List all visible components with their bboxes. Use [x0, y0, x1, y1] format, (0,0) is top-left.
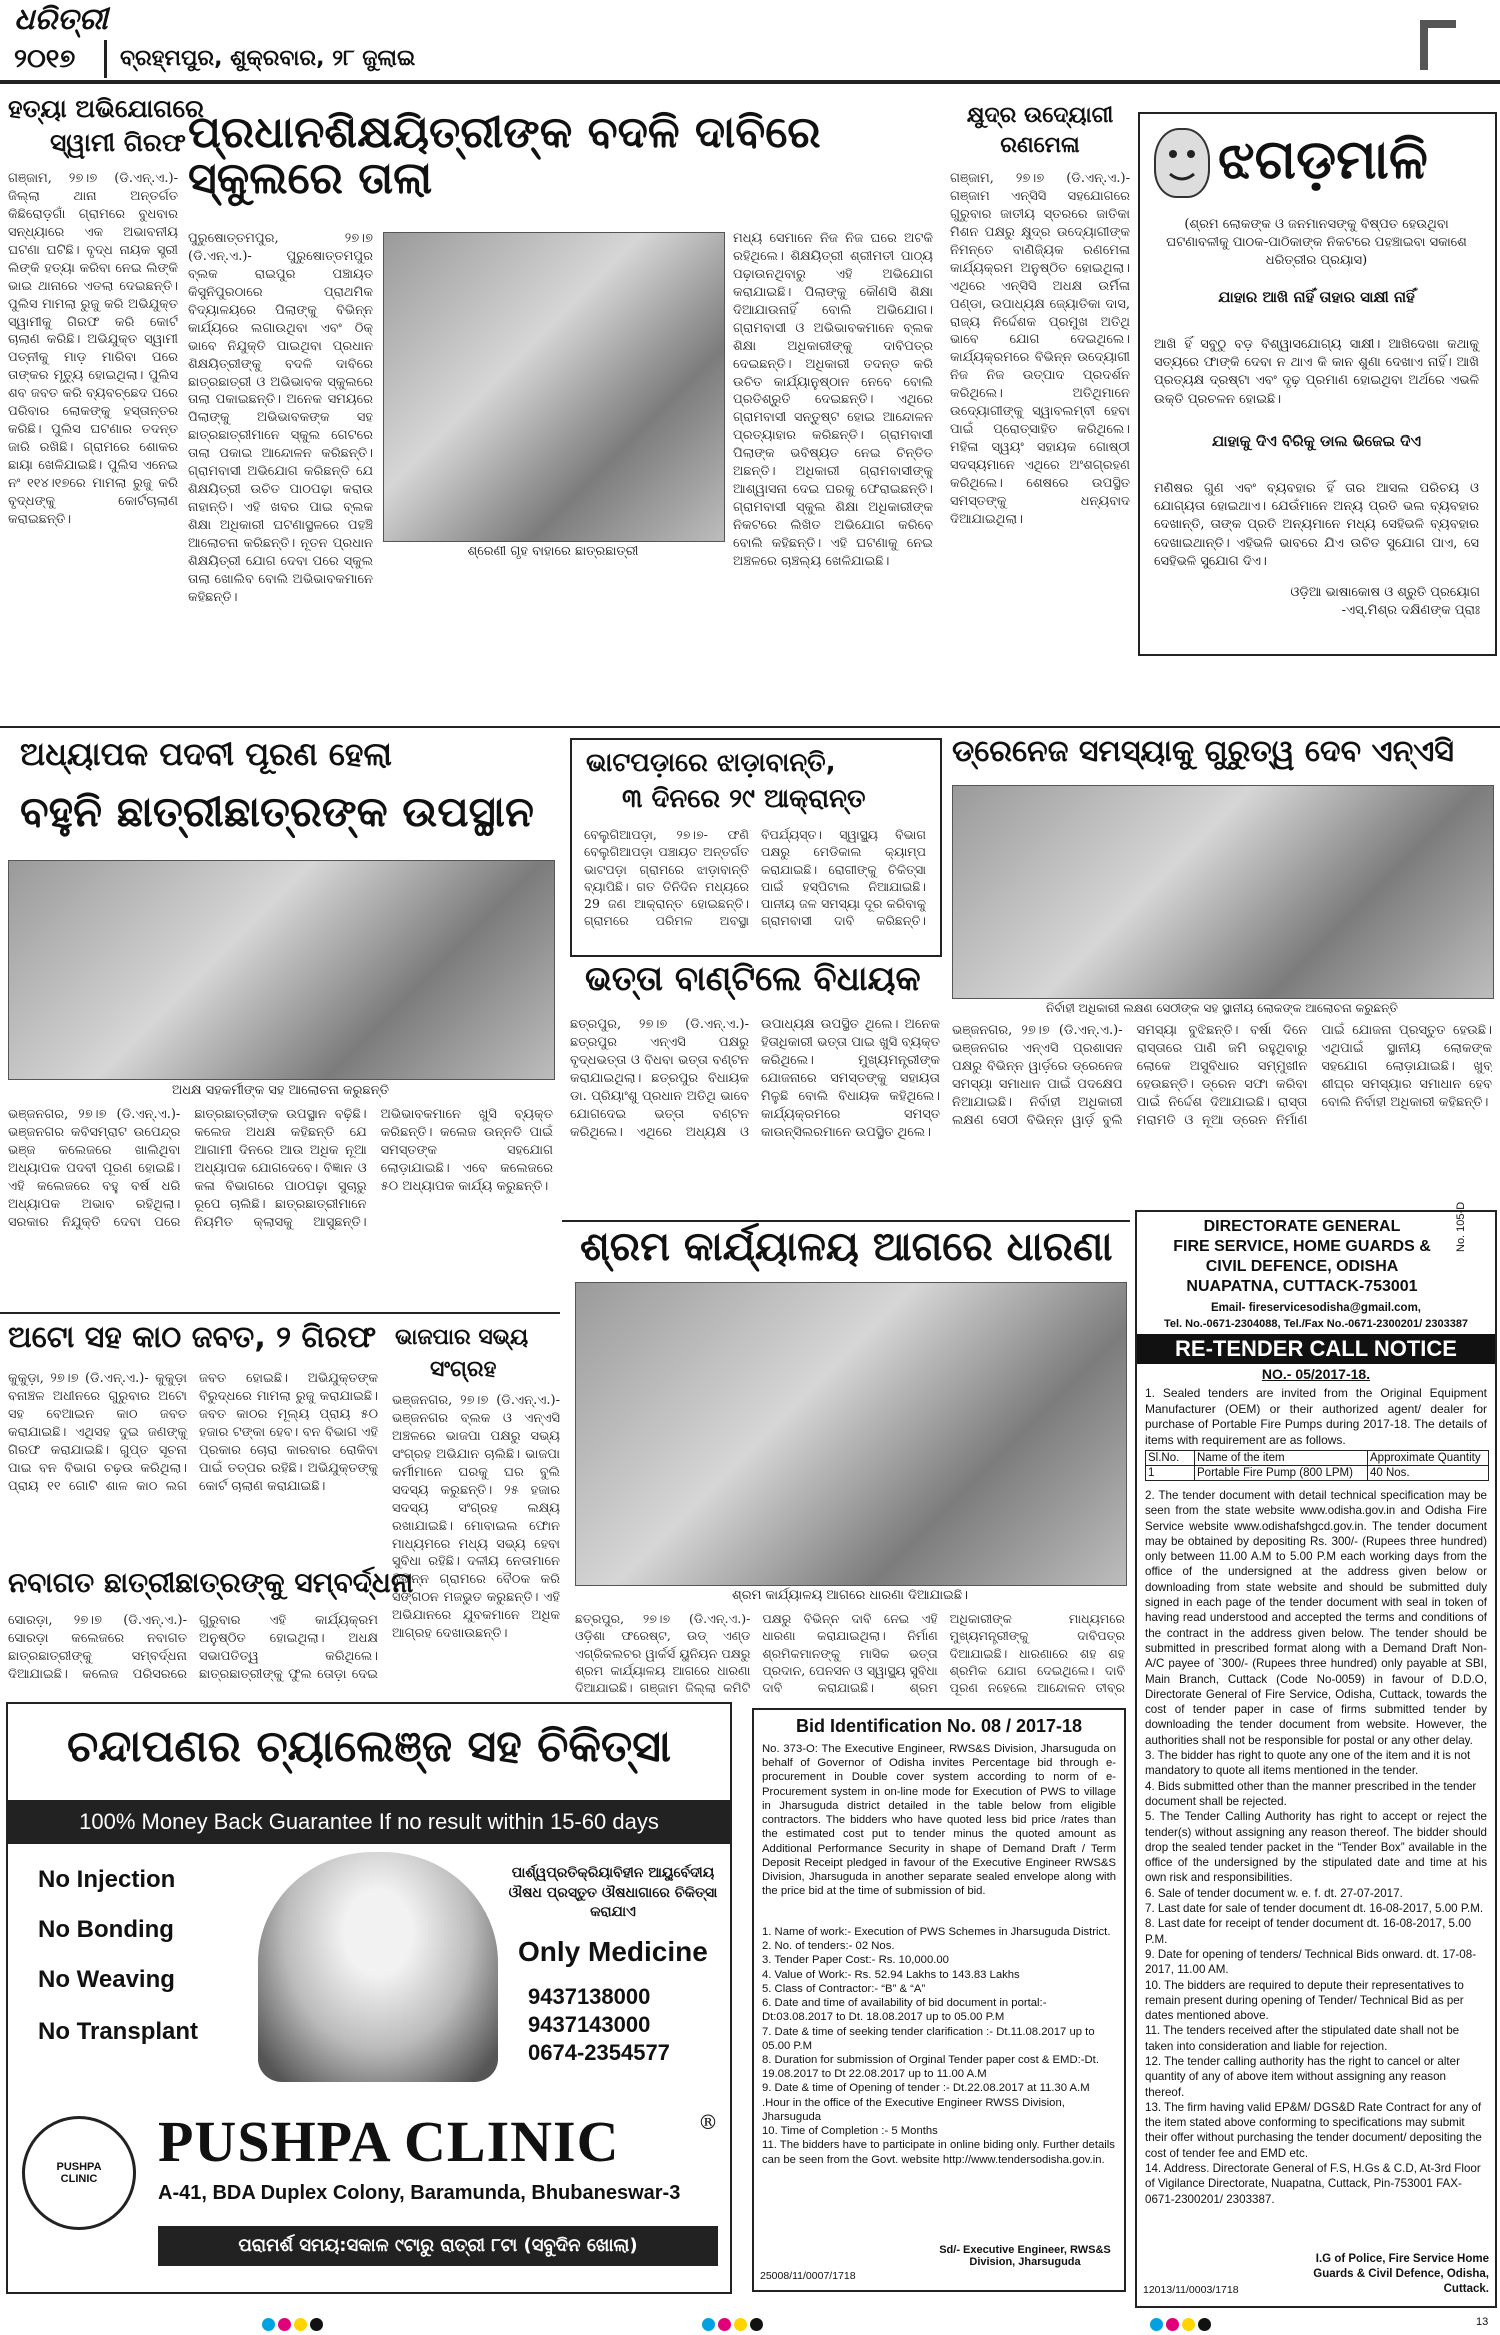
- bid-items: [762, 1925, 1116, 2167]
- fire-item: 5. The Tender Calling Authority has right to accept or reject the tender(s) without assigning any reason thereof. The bidder should drop the sealed tender packet in the “Tender Box” available in the office of the undersigned by the stipulated date and time at his own risk and responsibilities.: [1145, 1810, 1487, 1885]
- allowance-body: ଛତ୍ରପୁର, ୨୭।୭ (ଡି.ଏନ୍.ଏ.)- ଛତ୍ରପୁର ଏନ୍‌ଏସି ପକ୍ଷରୁ ବୃଦ୍ଧଭତ୍ତା ଓ ବିଧବା ଭତ୍ତା ବଣ୍ଟନ କରାଯାଇଥିଲା। ଛତ୍ରପୁର ବିଧାୟକ ଡା. ପ୍ରିୟାଂଶୁ ପ୍ରଧାନ ଅତିଥି ଭାବେ ଯୋଗଦେଇ ଭତ୍ତା ବଣ୍ଟନ କରିଥିଲେ। ଏଥିରେ ଅଧ୍ୟକ୍ଷ ଓ ଉପାଧ୍ୟକ୍ଷ ଉପସ୍ଥିତ ଥିଲେ। ଅନେକ ହିତାଧିକାରୀ ଭତ୍ତା ପାଇ ଖୁସି ବ୍ୟକ୍ତ କରିଥିଲେ। ମୁଖ୍ୟମନ୍ତ୍ରୀଙ୍କ ଯୋଜନାରେ ସମସ୍ତଙ୍କୁ ସହାୟତା ମିଳୁଛି ବୋଲି ବିଧାୟକ କହିଥିଲେ। କାର୍ଯ୍ୟକ୍ରମରେ ସମସ୍ତ କାଉନ୍‌ସିଲରମାନେ ଉପସ୍ଥିତ ଥିଲେ।: [570, 1017, 940, 1140]
- fire-items: [1145, 1488, 1487, 2207]
- fire-table-head-sl: Sl.No.: [1146, 1451, 1195, 1465]
- fire-org-4: NUAPATNA, CUTTACK-753001: [1186, 1278, 1418, 1295]
- reg-dot-cyan: [262, 2318, 275, 2331]
- page-corner-mark: [1420, 20, 1456, 70]
- jaundice-body: ବେଲୁଗିଆପଡ଼ା, ୨୭।୭- ଫଣି ବେଲୁଗିଆପଡ଼ା ପଞ୍ଚାୟତ ଅନ୍ତର୍ଗତ ଭାଟପଡ଼ା ଗ୍ରାମରେ ଝାଡ଼ାବାନ୍ତି ବ୍ୟାପିଛି। ଗତ ତିନିଦିନ ମଧ୍ୟରେ 29 ଜଣ ଆକ୍ରାନ୍ତ ହୋଇଛନ୍ତି। ଗ୍ରାମରେ ପରିମଳ ଅବସ୍ଥା ବିପର୍ଯ୍ୟସ୍ତ। ସ୍ୱାସ୍ଥ୍ୟ ବିଭାଗ ପକ୍ଷରୁ ମେଡିକାଲ କ୍ୟାମ୍ପ କରାଯାଇଛି। ରୋଗୀଙ୍କୁ ଚିକିତ୍ସା ପାଇଁ ହସ୍ପିଟାଲ ନିଆଯାଇଛି। ପାନୀୟ ଜଳ ସମସ୍ୟା ଦୂର କରିବାକୁ ଗ୍ରାମବାସୀ ଦାବି କରିଛନ୍ତି।: [584, 827, 926, 929]
- reg-dot-magenta: [718, 2318, 731, 2331]
- labour-headline: ଶ୍ରମ କାର୍ଯ୍ୟାଳୟ ଆଗରେ ଧାରଣା: [580, 1224, 1113, 1270]
- fire-item: 9. Date for opening of tenders/ Technical Bids onward. dt. 17-08-2017, 11.00 AM.: [1145, 1947, 1477, 1977]
- bjp-headline-1: ଭାଜପାର ସଭ୍ୟ: [395, 1325, 529, 1350]
- bid-item: 3. Tender Paper Cost:- Rs. 10,000.00: [762, 1954, 949, 1967]
- wood-headline: ଅଟୋ ସହ କାଠ ଜବତ, ୨ ଗିରଫ: [8, 1320, 377, 1355]
- fire-signature: I.G of Police, Fire Service Home Guards & Civil Defence, Odisha, Cuttack.: [1313, 2253, 1489, 2295]
- jaundice-headline-1: ଭାଟପଡ଼ାରେ ଝାଡ଼ାବାନ୍ତି,: [586, 748, 836, 778]
- clinic-feature: No Injection: [38, 1866, 176, 1893]
- fire-item: 10. The bidders are required to depute their representatives to remain present during opening of Tender/ Technical Bid as per dates mentioned above.: [1145, 1978, 1464, 2023]
- fire-title: RE-TENDER CALL NOTICE: [1137, 1334, 1495, 1364]
- reg-dot-cyan: [702, 2318, 715, 2331]
- registration-marks-right: [1150, 2316, 1214, 2335]
- fire-para-1: 1. Sealed tenders are invited from the Original Equipment Manufacturer (OEM) or their authorized agent/ dealer for purchase of Portable Fire Pumps during 2017-18. The details of items with requirement are as follows.: [1145, 1386, 1487, 1447]
- bid-item: 4. Value of Work:- Rs. 52.94 Lakhs to 143.83 Lakhs: [762, 1968, 1020, 1981]
- bid-item: 10. Time of Completion :- 5 Months: [762, 2125, 938, 2138]
- cartoon-face-icon: [1154, 128, 1210, 198]
- clinic-phone: 9437143000: [528, 2012, 651, 2037]
- clinic-logo-text: PUSHPA CLINIC: [56, 2161, 102, 2185]
- fire-item: 8. Last date for receipt of tender document dt. 16-08-2017, 5.00 P.M.: [1145, 1917, 1472, 1946]
- drainage-body: ଭଞ୍ଜନଗର, ୨୭।୭ (ଡି.ଏନ୍.ଏ.)- ଭଞ୍ଜନଗର ଏନ୍‌ଏସି ପ୍ରଶାସନ ପକ୍ଷରୁ ବିଭିନ୍ନ ୱାର୍ଡ଼ରେ ଡ୍ରେନେଜ ସମସ୍ୟା ସମାଧାନ ପାଇଁ ପଦକ୍ଷେପ ନିଆଯାଇଛି। ନିର୍ବାହୀ ଅଧିକାରୀ ଲକ୍ଷଣ ସେଠୀ ବିଭିନ୍ନ ୱାର୍ଡ଼ ବୁଲି ସମସ୍ୟା ବୁଝିଛନ୍ତି। ବର୍ଷା ଦିନେ ରାସ୍ତାରେ ପାଣି ଜମି ରହୁଥିବାରୁ ଲୋକେ ଅସୁବିଧାର ସମ୍ମୁଖୀନ ହେଉଛନ୍ତି। ଡ୍ରେନ ସଫା କରିବା ପାଇଁ ନିର୍ଦ୍ଦେଶ ଦିଆଯାଇଛି। ରାସ୍ତା ମରାମତି ଓ ନୂଆ ଡ୍ରେନ ନିର୍ମାଣ ପାଇଁ ଯୋଜନା ପ୍ରସ୍ତୁତ ହେଉଛି। ଏଥିପାଇଁ ସ୍ଥାନୀୟ ଲୋକଙ୍କ ସହଯୋଗ ଲୋଡ଼ାଯାଇଛି। ଖୁବ୍ ଶୀଘ୍ର ସମସ୍ୟାର ସମାଧାନ ହେବ ବୋଲି ନିର୍ବାହୀ ଅଧିକାରୀ କହିଛନ୍ତି।: [952, 1023, 1492, 1128]
- fire-item: 3. The bidder has right to quote any one of the item and it is not mandatory to quote all items mentioned in the tender.: [1145, 1749, 1471, 1778]
- fire-item: 12. The tender calling authority has the right to cancel or alter quantity of any of above item without assigning any reason thereof.: [1145, 2054, 1460, 2099]
- bid-item: 8. Duration for submission of Orginal Tender paper cost & EMD:-Dt. 19.08.2017 to Dt 22.08.2017 up to 11.00 A.M: [762, 2053, 1099, 2081]
- fire-notice: [1135, 1201, 1497, 2308]
- bid-item: 5. Class of Contractor:- “B” & “A”: [762, 1982, 926, 1995]
- clinic-logo: [22, 2116, 136, 2230]
- fire-org-2: FIRE SERVICE, HOME GUARDS &: [1173, 1238, 1431, 1255]
- jaundice-headline-2: ୩ ଦିନରେ ୨୯ ଆକ୍ରାନ୍ତ: [622, 784, 866, 814]
- bid-signature: Sd/- Executive Engineer, RWS&S Division, Jharsuguda: [939, 2244, 1111, 2268]
- lecturer-photo-caption: ଅଧକ୍ଷ ସହକର୍ମୀଙ୍କ ସହ ଆଲୋଚନା କରୁଛନ୍ତି: [171, 1083, 389, 1098]
- bid-item: 2. No. of tenders:- 02 Nos.: [762, 1940, 895, 1953]
- paper-name: ଧରିତ୍ରୀ: [14, 2, 108, 37]
- clinic-guarantee: 100% Money Back Guarantee If no result within 15-60 days: [8, 1800, 730, 1844]
- jhagadamali-para-2: ମଣିଷର ଗୁଣ ଏବଂ ବ୍ୟବହାର ହିଁ ତାର ଆସଲ ପରିଚୟ ଓ ଯୋଗ୍ୟତା ହୋଇଥାଏ। ଯେଉଁମାନେ ଅନ୍ୟ ପ୍ରତି ଭଲ ବ୍ୟବହାର ଦେଖାନ୍ତି, ତାଙ୍କ ପ୍ରତି ଅନ୍ୟମାନେ ମଧ୍ୟ ସେହିଭଳି ବ୍ୟବହାର ଦେଖାଇଥାନ୍ତି। ଏହିଭଳି ଭାବରେ ଯିଏ ଉଚିତ ସୁଯୋଗ ପାଏ, ସେ ସେହିଭଳି ସୁଯୋଗ ଦିଏ।: [1154, 481, 1479, 569]
- job-fair-headline-1: କ୍ଷୁଦ୍ର ଉଦ୍ୟୋଗୀ: [966, 103, 1114, 128]
- fire-item: 2. The tender document with detail technical specification may be seen from the state website www.odisha.gov.in and Odisha Fire Service website www.odishafshgcd.gov.in. The tender document may be obtained by depositing Rs. 300/- (Rupees three hundred) only between 11.00 A.M to 5.00 P.M each working days from the office of the undersigned at the address given below or downloading from state website and should be submitted duly signed in each page of the tender document with seal in token of having read understood and accepted the terms and conditions of the contract in the address given below. The tender should be submitted in prescribed format along with a Demand Draft Non-A/C payee of `300/- (Rupees three hundred) only payable at SBI, Main Branch, Cuttack (Code No-0059) in favour of D.D.O, Directorate General of Fire Service, Odisha, Cuttack, towards the cost of tender paper in case of firms submitted tender by downloading the tender document from website. However, the authorities shall not be responsible for postal or any other delay.: [1145, 1489, 1487, 1747]
- welcome-body: ସୋରଡ଼ା, ୨୭।୭ (ଡି.ଏନ୍.ଏ.)- ସୋରଡ଼ା କଲେଜରେ ନବାଗତ ଛାତ୍ରଛାତ୍ରୀଙ୍କୁ ସମ୍ବର୍ଦ୍ଧନା ଦିଆଯାଇଛି। କଲେଜ ପରିସରରେ ଗୁରୁବାର ଏହି କାର୍ଯ୍ୟକ୍ରମ ଅନୁଷ୍ଠିତ ହୋଇଥିଲା। ଅଧକ୍ଷ ସଭାପତିତ୍ୱ କରିଥିଲେ। ଛାତ୍ରଛାତ୍ରୀଙ୍କୁ ଫୁଲ ତୋଡ଼ା ଦେଇ: [8, 1613, 378, 1682]
- allowance-headline: ଭତ୍ତା ବାଣ୍ଟିଲେ ବିଧାୟକ: [585, 959, 921, 999]
- clinic-address: A-41, BDA Duplex Colony, Baramunda, Bhubaneswar-3: [158, 2182, 681, 2204]
- school-lock-body-right: ମଧ୍ୟ ସେମାନେ ନିଜ ନିଜ ଘରେ ଅଟକି ରହିଥିଲେ। ଶିକ୍ଷୟିତ୍ରୀ ଶ୍ରୀମତୀ ପାଠ୍ୟ ପଢ଼ାଉନଥିବାରୁ ଏହି ଅଭିଯୋଗ କରାଯାଇଛି। ପିଲାଙ୍କୁ କୌଣସି ଶିକ୍ଷା ଦିଆଯାଉନାହିଁ ବୋଲି ଅଭିଯୋଗ। ଗ୍ରାମବାସୀ ଓ ଅଭିଭାବକମାନେ ବ୍ଲକ ଶିକ୍ଷା ଅଧିକାରୀଙ୍କୁ ଦାବିପତ୍ର ଦେଇଛନ୍ତି। ଅଧିକାରୀ ତଦନ୍ତ କରି ଉଚିତ କାର୍ଯ୍ୟାନୁଷ୍ଠାନ ନେବେ ବୋଲି ପ୍ରତିଶ୍ରୁତି ଦେଇଛନ୍ତି। ଏଥିରେ ଗ୍ରାମବାସୀ ସନ୍ତୁଷ୍ଟ ହୋଇ ଆନ୍ଦୋଳନ ପ୍ରତ୍ୟାହାର କରିଛନ୍ତି। ଗ୍ରାମବାସୀ ପିଲାଙ୍କ ଭବିଷ୍ୟତ ନେଇ ଚିନ୍ତିତ ଅଛନ୍ତି। ଅଧିକାରୀ ଗ୍ରାମବାସୀଙ୍କୁ ଆଶ୍ୱାସନା ଦେଇ ଘରକୁ ଫେରାଇଛନ୍ତି। ଗ୍ରାମବାସୀ ସ୍କୁଲ ଶିକ୍ଷା ଅଧିକାରୀଙ୍କ ନିକଟରେ ଲିଖିତ ଅଭିଯୋଗ କରିବେ ବୋଲି କହିଛନ୍ତି। ଏହି ଘଟଣାକୁ ନେଇ ଅଞ୍ଚଳରେ ଚାଞ୍ଚଲ୍ୟ ଖେଳିଯାଇଛି।: [733, 231, 933, 569]
- drainage-photo: [952, 785, 1494, 999]
- fire-table-cell-qty: 40 Nos.: [1370, 1467, 1410, 1479]
- bid-ref: 25008/11/0007/1718: [760, 2270, 856, 2282]
- welcome-headline: ନବାଗତ ଛାତ୍ରୀଛାତ୍ରଙ୍କୁ ସମ୍ବର୍ଦ୍ଧନା: [8, 1566, 414, 1599]
- clinic-name: PUSHPA CLINIC: [158, 2109, 620, 2174]
- labour-protest-photo: [575, 1282, 1127, 1586]
- jhagadamali-box: [1138, 112, 1497, 656]
- lecturer-meeting-photo: [8, 860, 555, 1080]
- jhagadamali-intro: (ଶ୍ରମ ଲୋକଙ୍କ ଓ ଜନମାନସଙ୍କୁ ବିଷ୍ପତ ହେଉଥିବା ଘଟଣାବଳୀକୁ ପାଠକ-ପାଠିକାଙ୍କ ନିକଟରେ ପହଞ୍ଚାଇବା ସକାଶେ ଧରିତ୍ରୀର ପ୍ରୟାସ): [1166, 217, 1467, 269]
- labour-photo-caption: ଶ୍ରମ କାର୍ଯ୍ୟାଳୟ ଆଗରେ ଧାରଣା ଦିଆଯାଇଛି।: [732, 1588, 968, 1603]
- jhagadamali-para-1: ଆଖି ହିଁ ସବୁଠୁ ବଡ଼ ବିଶ୍ୱାସଯୋଗ୍ୟ ସାକ୍ଷୀ। ଆଖିଦେଖା କଥାକୁ ସତ୍ୟରେ ଫାଙ୍କି ଦେବା ନ ଥାଏ କି କାନ ଶୁଣା ଦେଖାଏ ନାହିଁ। ଆଖି ପ୍ରତ୍ୟକ୍ଷ ଦ୍ରଷ୍ଟା ଏବଂ ଦୃଢ଼ ପ୍ରମାଣ ହୋଇଥିବା ଅର୍ଥରେ ଏଭଳି ଉକ୍ତି ପ୍ରଚଳନ ହୋଇଛି।: [1154, 337, 1479, 407]
- wood-body: କୁକୁଡ଼ା, ୨୭।୭ (ଡି.ଏନ୍.ଏ.)- କୁକୁଡ଼ା ବନାଞ୍ଚଳ ଅଧୀନରେ ଗୁରୁବାର ଅଟୋ ସହ ବେଆଇନ କାଠ ଜବତ କରାଯାଇଛି। ଏଥିସହ ଦୁଇ ଜଣଙ୍କୁ ଗିରଫ କରାଯାଇଛି। ଗୁପ୍ତ ସୂଚନା ପାଇ ବନ ବିଭାଗ ଚଢ଼ଉ କରିଥିଲା। ପ୍ରାୟ ୧୧ ଗୋଟି ଶାଳ କାଠ ଲଗ ଜବତ ହୋଇଛି। ଅଭିଯୁକ୍ତଙ୍କ ବିରୁଦ୍ଧରେ ମାମଲା ରୁଜୁ କରାଯାଇଛି। ଜବତ କାଠର ମୂଲ୍ୟ ପ୍ରାୟ ୫୦ ହଜାର ଟଙ୍କା ହେବ। ବନ ବିଭାଗ ଏହି ପ୍ରକାର ଚୋରା କାରବାର ରୋକିବା ପାଇଁ ତତ୍ପର ରହିଛି। ଅଭିଯୁକ୍ତଙ୍କୁ କୋର୍ଟ ଚାଲାଣ କରାଯାଇଛି।: [8, 1371, 378, 1494]
- jaundice-box: [570, 738, 942, 957]
- fire-notice-number: NO.- 05/2017-18.: [1261, 1366, 1371, 1382]
- clinic-headline: ଚନ୍ଦାପଣର ଚ୍ୟାଲେଞ୍ଜ ସହ ଚିକିତ୍ସା: [66, 1721, 671, 1772]
- lecturer-headline-2: ବହୁନି ଛାତ୍ରୀଛାତ୍ରଙ୍କ ଉପସ୍ଥାନ: [20, 787, 534, 836]
- job-fair-body: ଗଞ୍ଜାମ, ୨୭।୭ (ଡି.ଏନ୍.ଏ.)- ଗଞ୍ଜାମ ଏନ୍‌ସିସି ସହଯୋଗରେ ଗୁରୁବାର ଜାତୀୟ ସ୍ତରରେ ଜାତିକା ମିଶନ ପକ୍ଷରୁ କ୍ଷୁଦ୍ର ଉଦ୍ୟୋଗୀଙ୍କ ନିମନ୍ତେ ବାଣିଜ୍ୟିକ ରଣମେଳା କାର୍ଯ୍ୟକ୍ରମ ଅନୁଷ୍ଠିତ ହୋଇଥିଲା। ଏଥିରେ ଏନ୍‌ସିସି ଅଧକ୍ଷ ଉର୍ମିଳା ପଣ୍ଡା, ଉପାଧ୍ୟକ୍ଷ ଜ୍ୟୋତିକା ଦାସ, ରାଜ୍ୟ ନିର୍ଦ୍ଦେଶକ ପ୍ରମୁଖ ଅତିଥି ଭାବେ ଯୋଗ ଦେଇଥିଲେ। କାର୍ଯ୍ୟକ୍ରମରେ ବିଭିନ୍ନ ଉଦ୍ୟୋଗୀ ନିଜ ନିଜ ଉତ୍ପାଦ ପ୍ରଦର୍ଶନ କରିଥିଲେ। ଅତିଥିମାନେ ଉଦ୍ୟୋଗୀଙ୍କୁ ସ୍ୱାବଲମ୍ବୀ ହେବା ପାଇଁ ପ୍ରୋତ୍ସାହିତ କରିଥିଲେ। ମହିଳା ସ୍ୱୟଂ ସହାୟକ ଗୋଷ୍ଠୀ ସଦସ୍ୟମାନେ ଏଥିରେ ଅଂଶଗ୍ରହଣ କରିଥିଲେ। ଶେଷରେ ଉପସ୍ଥିତ ସମସ୍ତଙ୍କୁ ଧନ୍ୟବାଦ ଦିଆଯାଇଥିଲା।: [950, 171, 1130, 527]
- bald-head-image: [258, 1852, 498, 2082]
- clinic-phone: 0674-2354577: [528, 2040, 670, 2065]
- bid-item: 11. The bidders have to participate in online biding only. Further details can be seen from the Govt. website http://www.tendersodisha.gov.in.: [762, 2139, 1115, 2166]
- drainage-photo-caption: ନିର୍ବାହୀ ଅଧିକାରୀ ଲକ୍ଷଣ ସେଠୀଙ୍କ ସହ ସ୍ଥାନୀୟ ଲୋକଙ୍କ ଆଲୋଚନା କରୁଛନ୍ତି: [1046, 1001, 1398, 1015]
- paper-year: ୨୦୧୭: [14, 44, 76, 74]
- reg-dot-yellow: [734, 2318, 747, 2331]
- fire-tel: Tel. No.-0671-2304088, Tel./Fax No.-0671-2300201/ 2303387: [1163, 1318, 1469, 1330]
- reg-dot-magenta: [1166, 2318, 1179, 2331]
- lecturer-headline-1: ଅଧ୍ୟାପକ ପଦବୀ ପୂରଣ ହେଲା: [20, 735, 392, 773]
- clinic-ad: [6, 1702, 732, 2294]
- fire-item: 4. Bids submitted other than the manner prescribed in the tender document shall be rejected.: [1145, 1779, 1477, 1808]
- masthead: [0, 0, 1500, 82]
- bjp-body: ଭଞ୍ଜନଗର, ୨୭।୭ (ଡି.ଏନ୍.ଏ.)- ଭଞ୍ଜନଗର ବ୍ଲକ ଓ ଏନ୍‌ଏସି ଅଞ୍ଚଳରେ ଭାଜପା ପକ୍ଷରୁ ସଭ୍ୟ ସଂଗ୍ରହ ଅଭିଯାନ ଚାଲିଛି। ଭାଜପା କର୍ମୀମାନେ ଘରକୁ ଘର ବୁଲି ସଦସ୍ୟ କରୁଛନ୍ତି। ୨୫ ହଜାର ସଦସ୍ୟ ସଂଗ୍ରହ ଲକ୍ଷ୍ୟ ରଖାଯାଇଛି। ମୋବାଇଲ ଫୋନ ମାଧ୍ୟମରେ ମଧ୍ୟ ସଭ୍ୟ ହେବା ସୁବିଧା ରହିଛି। ଦଳୀୟ ନେତାମାନେ ବିଭିନ୍ନ ଗ୍ରାମରେ ବୈଠକ କରି ସଙ୍ଗଠନ ମଜଭୁତ କରୁଛନ୍ତି। ଏହି ଅଭିଯାନରେ ଯୁବକମାନେ ଅଧିକ ଆଗ୍ରହ ଦେଖାଉଛନ୍ତି।: [392, 1393, 560, 1642]
- jhagadamali-sub-2: ଯାହାକୁ ଦିଏ ବିରିକୁ ଡାଲ ଭିଜେଇ ଦିଏ: [1211, 432, 1422, 450]
- bid-title: Bid Identification No. 08 / 2017-18: [795, 1716, 1083, 1736]
- fire-table-cell-sl: 1: [1146, 1466, 1195, 1480]
- lecturer-body: ଭଞ୍ଜନଗର, ୨୭।୭ (ଡି.ଏନ୍.ଏ.)- ଭଞ୍ଜନଗର କବିସମ୍ରାଟ ଉପେନ୍ଦ୍ର ଭଞ୍ଜ କଲେଜରେ ଖାଲିଥିବା ଅଧ୍ୟାପକ ପଦବୀ ପୂରଣ ହୋଇଛି। ଏହି କଲେଜରେ ବହୁ ବର୍ଷ ଧରି ଅଧ୍ୟାପକ ଅଭାବ ରହିଥିଲା। ସରକାର ନିଯୁକ୍ତି ଦେବା ପରେ ଛାତ୍ରଛାତ୍ରୀଙ୍କ ଉପସ୍ଥାନ ବଢ଼ିଛି। କଲେଜ ଅଧକ୍ଷ କହିଛନ୍ତି ଯେ ଆଗାମୀ ଦିନରେ ଆଉ ଅଧିକ ନୂଆ ଅଧ୍ୟାପକ ଯୋଗଦେବେ। ବିଜ୍ଞାନ ଓ କଳା ବିଭାଗରେ ପାଠପଢ଼ା ସୁଚାରୁ ରୂପେ ଚାଲିଛି। ଛାତ୍ରଛାତ୍ରୀମାନେ ନିୟମିତ କ୍ଲାସକୁ ଆସୁଛନ୍ତି। ଅଭିଭାବକମାନେ ଖୁସି ବ୍ୟକ୍ତ କରିଛନ୍ତି। କଲେଜ ଉନ୍ନତି ପାଇଁ ସମସ୍ତଙ୍କ ସହଯୋଗ ଲୋଡ଼ାଯାଇଛି। ଏବେ କଲେଜରେ ୫୦ ଅଧ୍ୟାପକ କାର୍ଯ୍ୟ କରୁଛନ୍ତି।: [8, 1107, 553, 1230]
- reg-dot-magenta: [278, 2318, 291, 2331]
- clinic-timing: ପରାମର୍ଶ ସମୟ:ସକାଳ ୯ଟାରୁ ରାତ୍ରୀ ୮ଟା (ସବୁଦିନ ଖୋଲା): [158, 2226, 718, 2266]
- job-fair-headline-2: ରଣମେଳା: [1000, 133, 1080, 158]
- reg-dot-yellow: [1182, 2318, 1195, 2331]
- bjp-headline-2: ସଂଗ୍ରହ: [430, 1357, 497, 1382]
- bid-item: 7. Date & time of seeking tender clarification :- Dt.11.08.2017 up to 05.00 P.M: [762, 2025, 1095, 2052]
- bid-item: 6. Date and time of availability of bid document in portal:- Dt:03.08.2017 to Dt. 18.08.2017 up to 05.00 P.M: [762, 1997, 1047, 2024]
- reg-dot-black: [310, 2318, 323, 2331]
- jhagadamali-sub-1: ଯାହାର ଆଖି ନାହିଁ ତାହାର ସାକ୍ଷୀ ନାହିଁ: [1218, 288, 1415, 306]
- bid-intro: No. 373-O: The Executive Engineer, RWS&S Division, Jharsuguda on behalf of Governor of Odisha invites Percentage bid through e- procurement in Double cover system according to norm of e-Procurement system in on-line mode for Execution of PWS to village in Jharsuguda district detailed in the table below from eligible contractors. The bidders who have quoted less bid price /rates than the estimated cost put to tender minus the quoted amount as Additional Performance Security in shape of Demand Draft / Term Deposit Receipt pledged in favour of the Executive Engineer RWS&S Division, Jharsuguda in another separate sealed envelope along with the price bid at the time of submission of bid.: [762, 1743, 1116, 1898]
- clinic-feature: No Weaving: [38, 1966, 175, 1993]
- jhagadamali-title: ଝଗଡ଼ମାଳି: [1218, 128, 1428, 191]
- fire-item: 13. The firm having valid EP&M/ DGS&D Rate Contract for any of the item stated above conforming to specifications may submit their offer without purchasing the tender document/ depositing the cost of tender fee and EMD etc.: [1145, 2100, 1482, 2160]
- school-children-photo: [383, 232, 725, 542]
- bid-item: 1. Name of work:- Execution of PWS Schemes in Jharsuguda District.: [762, 1926, 1111, 1938]
- fire-org-3: CIVIL DEFENCE, ODISHA: [1205, 1258, 1399, 1275]
- drainage-headline: ଡ୍ରେନେଜ ସମସ୍ୟାକୁ ଗୁରୁତ୍ୱ ଦେବ ଏନ୍‌ଏସି: [952, 734, 1454, 769]
- murder-body: ଗଞ୍ଜାମ, ୨୭।୭ (ଡି.ଏନ୍.ଏ.)- ଜିଲ୍ଲା ଥାନା ଅନ୍ତର୍ଗତ କିଛିରୋଡ଼ଗାଁ ଗ୍ରାମରେ ବୁଧବାର ସନ୍ଧ୍ୟାରେ ଏକ ଅଭାବନୀୟ ଘଟଣା ଘଟିଛି। ବୃଦ୍ଧ ନାୟକ ସ୍ତ୍ରୀ ଲିଙ୍କି ହତ୍ୟା କରିବା ନେଇ ଲିଙ୍କି ଭାଇ ଥାନାରେ ଏତଲା ଦେଇଛନ୍ତି। ପୁଲିସ ମାମଲା ରୁଜୁ କରି ଅଭିଯୁକ୍ତ ସ୍ୱାମୀକୁ ଗିରଫ କରି କୋର୍ଟ ଚାଲାଣ କରିଛି। ଅଭିଯୁକ୍ତ ସ୍ୱାମୀ ପତ୍ନୀକୁ ମାଡ଼ ମାରିବା ପରେ ତାଙ୍କର ମୃତ୍ୟୁ ହୋଇଥିଲା। ପୁଲିସ ଶବ ଜବତ କରି ବ୍ୟବଚ୍ଛେଦ ପରେ ପରିବାର ଲୋକଙ୍କୁ ହସ୍ତାନ୍ତର କରିଛି। ପୁଲିସ ଘଟଣାର ତଦନ୍ତ ଜାରି ରଖିଛି। ଗ୍ରାମରେ ଶୋକର ଛାୟା ଖେଳିଯାଇଛି। ପୁଲିସ ଏନେଇ ନଂ ୧୧୪।୧୭ରେ ମାମଲା ରୁଜୁ କରି ବୃଦ୍ଧଙ୍କୁ କୋର୍ଟଚାଲାଣ କରାଇଛନ୍ତି।: [8, 171, 178, 527]
- fire-table-cell-name: Portable Fire Pump (800 LPM): [1195, 1466, 1368, 1480]
- fire-item-table: [1145, 1450, 1489, 1481]
- reg-dot-black: [1198, 2318, 1211, 2331]
- clinic-phone: 9437138000: [528, 1984, 651, 2009]
- school-lock-headline: ପ୍ରଧାନଶିକ୍ଷୟିତ୍ରୀଙ୍କ ବଦଳି ଦାବିରେ ସ୍କୁଲରେ ତାଲା: [188, 107, 821, 205]
- reg-dot-cyan: [1150, 2318, 1163, 2331]
- bid-notice: [752, 1708, 1126, 2292]
- clinic-tagline: ପାର୍ଶ୍ୱପ୍ରତିକ୍ରିୟାବିହୀନ ଆୟୁର୍ବେଦୀୟ ଔଷଧ ପ୍ରସ୍ତୁତ ଔଷଧାଗାରେ ଚିକିତ୍ସା କରାଯାଏ: [508, 1865, 718, 1921]
- labour-body: ଛତ୍ରପୁର, ୨୭।୭ (ଡି.ଏନ୍.ଏ.)- ଓଡ଼ିଶା ଫରେଷ୍ଟ, ଉଡ୍ ଏଣ୍ଡ ଏଗ୍ରିକଲଚର ୱାର୍କର୍ସ ୟୁନିୟନ ପକ୍ଷରୁ ଶ୍ରମ କାର୍ଯ୍ୟାଳୟ ଆଗରେ ଧାରଣା ଦିଆଯାଇଛି। ଗଞ୍ଜାମ ଜିଲ୍ଲା କମିଟି ପକ୍ଷରୁ ବିଭିନ୍ନ ଦାବି ନେଇ ଏହି ଧାରଣା କରାଯାଇଥିଲା। ନିର୍ମାଣ ଶ୍ରମିକମାନଙ୍କୁ ମାସିକ ଭତ୍ତା ପ୍ରଦାନ, ପେନସନ ଓ ସ୍ୱାସ୍ଥ୍ୟ ସୁବିଧା ଦାବି କରାଯାଇଛି। ଶ୍ରମ ଅଧିକାରୀଙ୍କ ମାଧ୍ୟମରେ ମୁଖ୍ୟମନ୍ତ୍ରୀଙ୍କୁ ଦାବିପତ୍ର ଦିଆଯାଇଛି। ଧାରଣାରେ ଶହ ଶହ ଶ୍ରମିକ ଯୋଗ ଦେଇଥିଲେ। ଦାବି ପୂରଣ ନହେଲେ ଆନ୍ଦୋଳନ ତୀବ୍ର: [575, 1611, 1125, 1695]
- murder-headline-1: ହତ୍ୟା ଅଭିଯୋଗରେ: [8, 94, 204, 123]
- fire-item: 11. The tenders received after the stipulated date shall not be taken into consideration and liable for rejection.: [1145, 2024, 1460, 2053]
- murder-headline-2: ସ୍ୱାମୀ ଗିରଫ: [50, 128, 186, 157]
- fire-side-number: No. 105-D: [1455, 1201, 1467, 1252]
- fire-item: 14. Address. Directorate General of F.S, H.Gs & C.D, At-3rd Floor of Vigilance Directorate, Nuapatna, Cuttack, Pin-753001 FAX-0671-2300201/ 2303387.: [1145, 2162, 1481, 2206]
- fire-item: 7. Last date for sale of tender document dt. 16-08-2017, 5.00 P.M.: [1145, 1902, 1484, 1916]
- clinic-feature: No Transplant: [38, 2018, 199, 2045]
- clinic-only-medicine: Only Medicine: [518, 1936, 708, 1967]
- fire-ref: 12013/11/0003/1718: [1143, 2284, 1239, 2296]
- school-lock-photo-caption: ଶ୍ରେଣୀ ଗୃହ ବାହାରେ ଛାତ୍ରଛାତ୍ରୀ: [467, 544, 639, 559]
- jhagadamali-signature: ଓଡ଼ିଆ ଭାଷାକୋଷ ଓ ଶ୍ରୁତି ପ୍ରୟୋଗ -ଏସ୍.ମିଶ୍ର ଦକ୍ଷିଣଙ୍କ ପ୍ରାଃ: [1290, 585, 1480, 619]
- bid-item: 9. Date & time of Opening of tender :- Dt.22.08.2017 at 11.30 A.M .Hour in the office of the Executive Engineer RWSS Division, Jharsuguda: [762, 2082, 1090, 2123]
- registration-marks-left: [262, 2316, 326, 2335]
- clinic-feature: No Bonding: [38, 1916, 174, 1943]
- registration-marks-center: [702, 2316, 766, 2335]
- page-number: 13: [1476, 2316, 1489, 2328]
- fire-table-head-qty: Approximate Quantity: [1370, 1452, 1481, 1464]
- dateline: ବ୍ରହ୍ମପୁର, ଶୁକ୍ରବାର, ୨୮ ଜୁଲାଇ: [120, 46, 416, 71]
- clinic-registered-mark: ®: [698, 2110, 718, 2134]
- reg-dot-black: [750, 2318, 763, 2331]
- school-lock-body-left: ପୁରୁଷୋତ୍ତମପୁର, ୨୭।୭ (ଡି.ଏନ୍.ଏ.)- ପୁରୁଷୋତ୍ତମପୁର ବ୍ଲକ ରାଇପୁର ପଞ୍ଚାୟତ କିସୁନିପୁରଠାରେ ପ୍ରାଥମିକ ବିଦ୍ୟାଳୟରେ ପିଲାଙ୍କୁ ବିଭିନ୍ନ କାର୍ଯ୍ୟରେ ଲଗାଉଥିବା ଏବଂ ଠିକ୍ ଭାବେ ନିଯୁକ୍ତି ପାଇଥିବା ପ୍ରଧାନ ଶିକ୍ଷୟିତ୍ରୀଙ୍କୁ ବଦଳି ଦାବିରେ ଛାତ୍ରଛାତ୍ରୀ ଓ ଅଭିଭାବକ ସ୍କୁଲରେ ତାଲା ପକାଇଛନ୍ତି। ଅନେକ ସମୟରେ ପିଲାଙ୍କୁ ଅଭିଭାବକଙ୍କ ସହ ଛାତ୍ରଛାତ୍ରୀମାନେ ସ୍କୁଲ ଗେଟରେ ତାଲା ପକାଇ ଆନ୍ଦୋଳନ କରିଛନ୍ତି। ଗ୍ରାମବାସୀ ଅଭିଯୋଗ କରିଛନ୍ତି ଯେ ଶିକ୍ଷୟିତ୍ରୀ ଉଚିତ ପାଠପଢ଼ା କରାଉ ନାହାନ୍ତି। ଏହି ଖବର ପାଇ ବ୍ଲକ ଶିକ୍ଷା ଅଧିକାରୀ ଘଟଣାସ୍ଥଳରେ ପହଞ୍ଚି ଆଲୋଚନା କରିଛନ୍ତି। ନୂତନ ପ୍ରଧାନ ଶିକ୍ଷୟିତ୍ରୀ ଯୋଗ ଦେବା ପରେ ସ୍କୁଲ ତାଲା ଖୋଲିବ ବୋଲି ଅଭିଭାବକମାନେ କହିଛନ୍ତି।: [188, 231, 373, 605]
- fire-email: Email- fireservicesodisha@gmail.com,: [1211, 1302, 1421, 1314]
- fire-item: 6. Sale of tender document w. e. f. dt. 27-07-2017.: [1145, 1886, 1403, 1900]
- fire-table-head-name: Name of the item: [1195, 1451, 1368, 1465]
- reg-dot-yellow: [294, 2318, 307, 2331]
- fire-org-1: DIRECTORATE GENERAL: [1203, 1218, 1401, 1235]
